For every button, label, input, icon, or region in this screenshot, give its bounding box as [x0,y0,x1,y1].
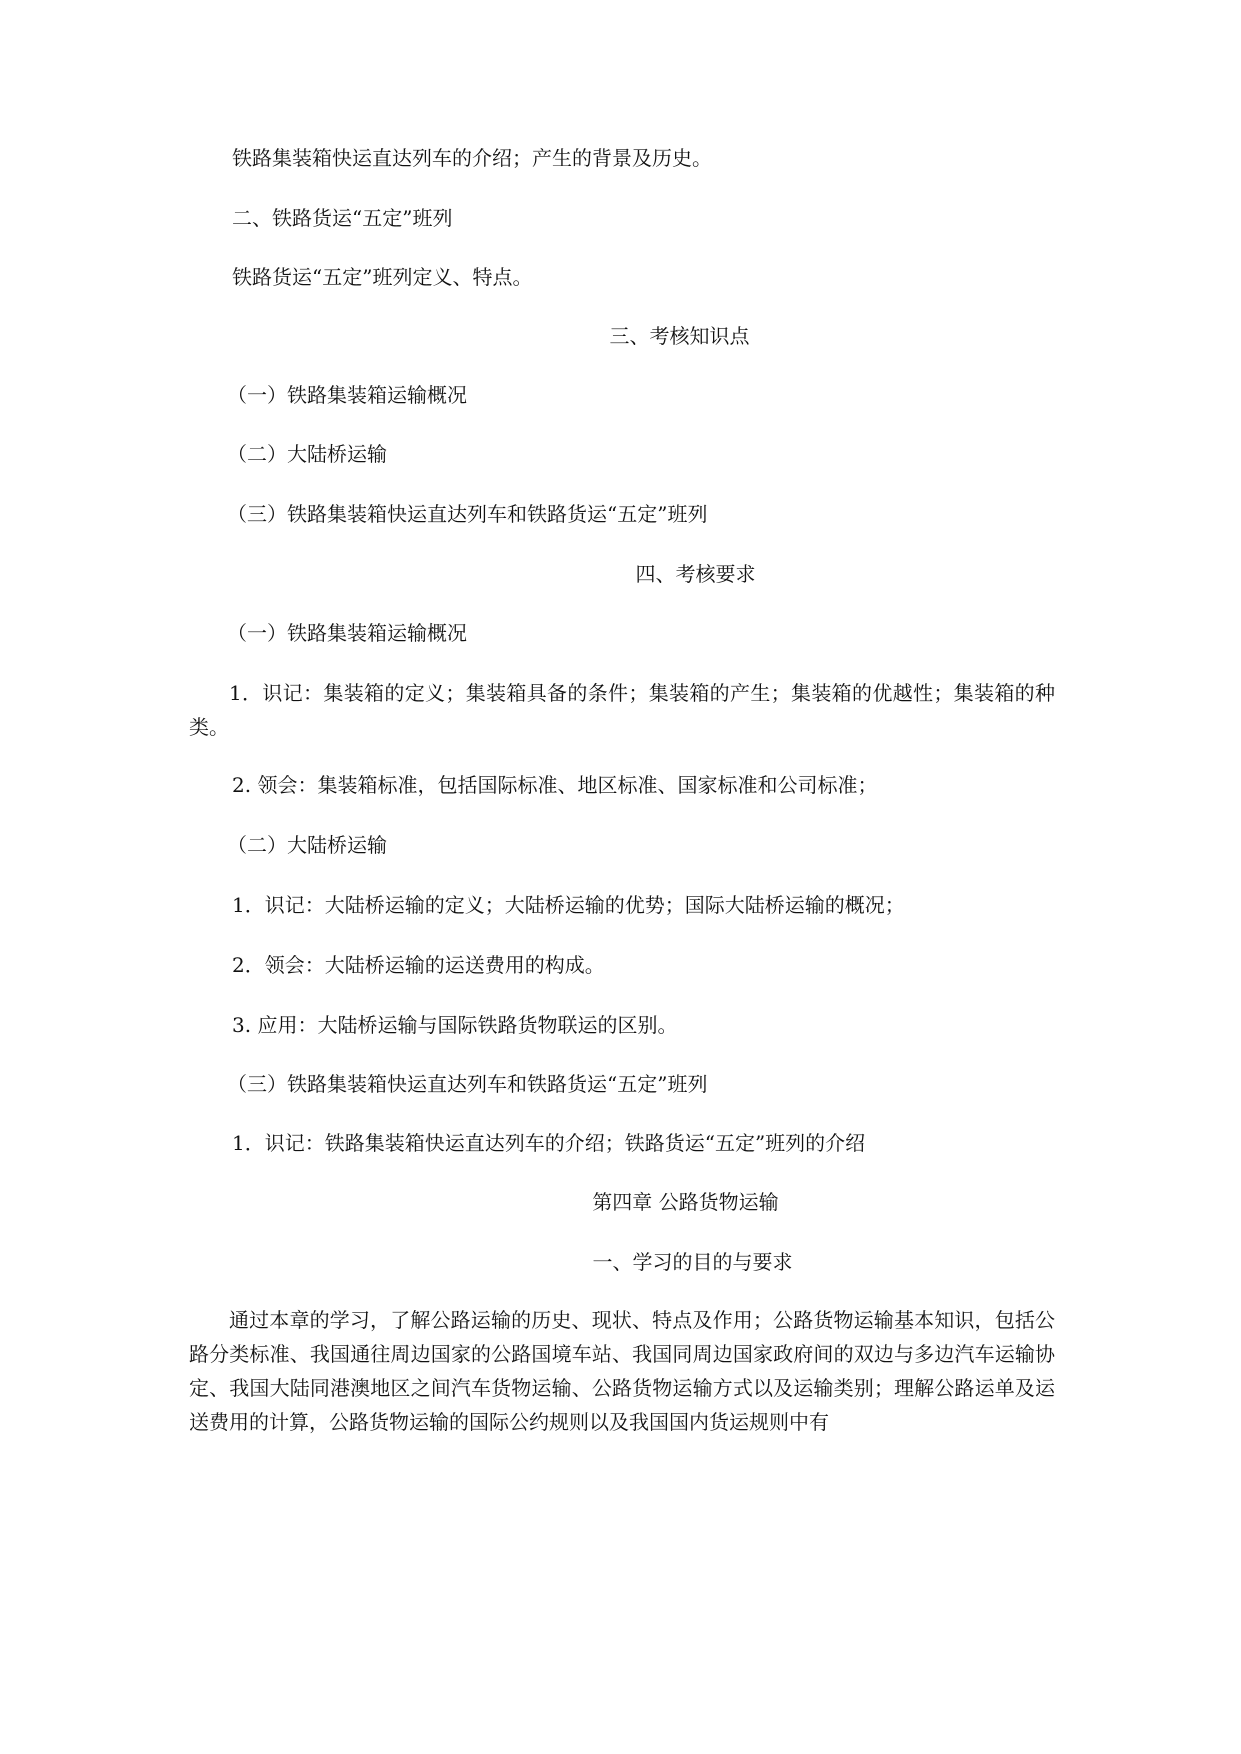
heading-requirements: 四、考核要求 [635,562,756,586]
requirement-1-2: 2. 领会：集装箱标准，包括国际标准、地区标准、国家标准和公司标准； [232,773,878,797]
requirement-2-2: 2．领会：大陆桥运输的运送费用的构成。 [232,953,605,977]
knowledge-item-3: （三）铁路集装箱快运直达列车和铁路货运“五定”班列 [227,502,708,526]
section-heading-wuding: 二、铁路货运“五定”班列 [232,206,453,230]
chapter-title: 第四章 公路货物运输 [592,1190,779,1214]
section-title-objectives: 一、学习的目的与要求 [592,1250,793,1274]
requirement-2-1: 1．识记：大陆桥运输的定义；大陆桥运输的优势；国际大陆桥运输的概况； [232,893,905,917]
knowledge-item-1: （一）铁路集装箱运输概况 [227,383,467,407]
requirement-section-2: （二）大陆桥运输 [227,833,387,857]
body-paragraph: 通过本章的学习，了解公路运输的历史、现状、特点及作用；公路货物运输基本知识，包括公路分类标准、我国通往周边国家的公路国境车站、我国同周边国家政府间的双边与多边汽车运输协定、我国大陆同港澳地区之间汽车货物运输、公路货物运输方式以及运输类别；理解公路运单及运送费用的计算，公路货物运输的国际公约规则以及我国国内货运规则中有 [189,1308,1055,1434]
requirement-2-3: 3. 应用：大陆桥运输与国际铁路货物联运的区别。 [232,1013,678,1037]
knowledge-item-2: （二）大陆桥运输 [227,442,387,466]
requirement-section-3: （三）铁路集装箱快运直达列车和铁路货运“五定”班列 [227,1072,708,1096]
intro-line: 铁路集装箱快运直达列车的介绍；产生的背景及历史。 [232,146,712,170]
heading-knowledge-points: 三、考核知识点 [609,324,750,348]
requirement-3-1: 1．识记：铁路集装箱快运直达列车的介绍；铁路货运“五定”班列的介绍 [232,1131,866,1155]
requirement-section-1: （一）铁路集装箱运输概况 [227,621,467,645]
wuding-definition-line: 铁路货运“五定”班列定义、特点。 [232,265,533,289]
requirement-1-1: 1．识记：集装箱的定义；集装箱具备的条件；集装箱的产生；集装箱的优越性；集装箱的种类。 [189,681,1055,739]
